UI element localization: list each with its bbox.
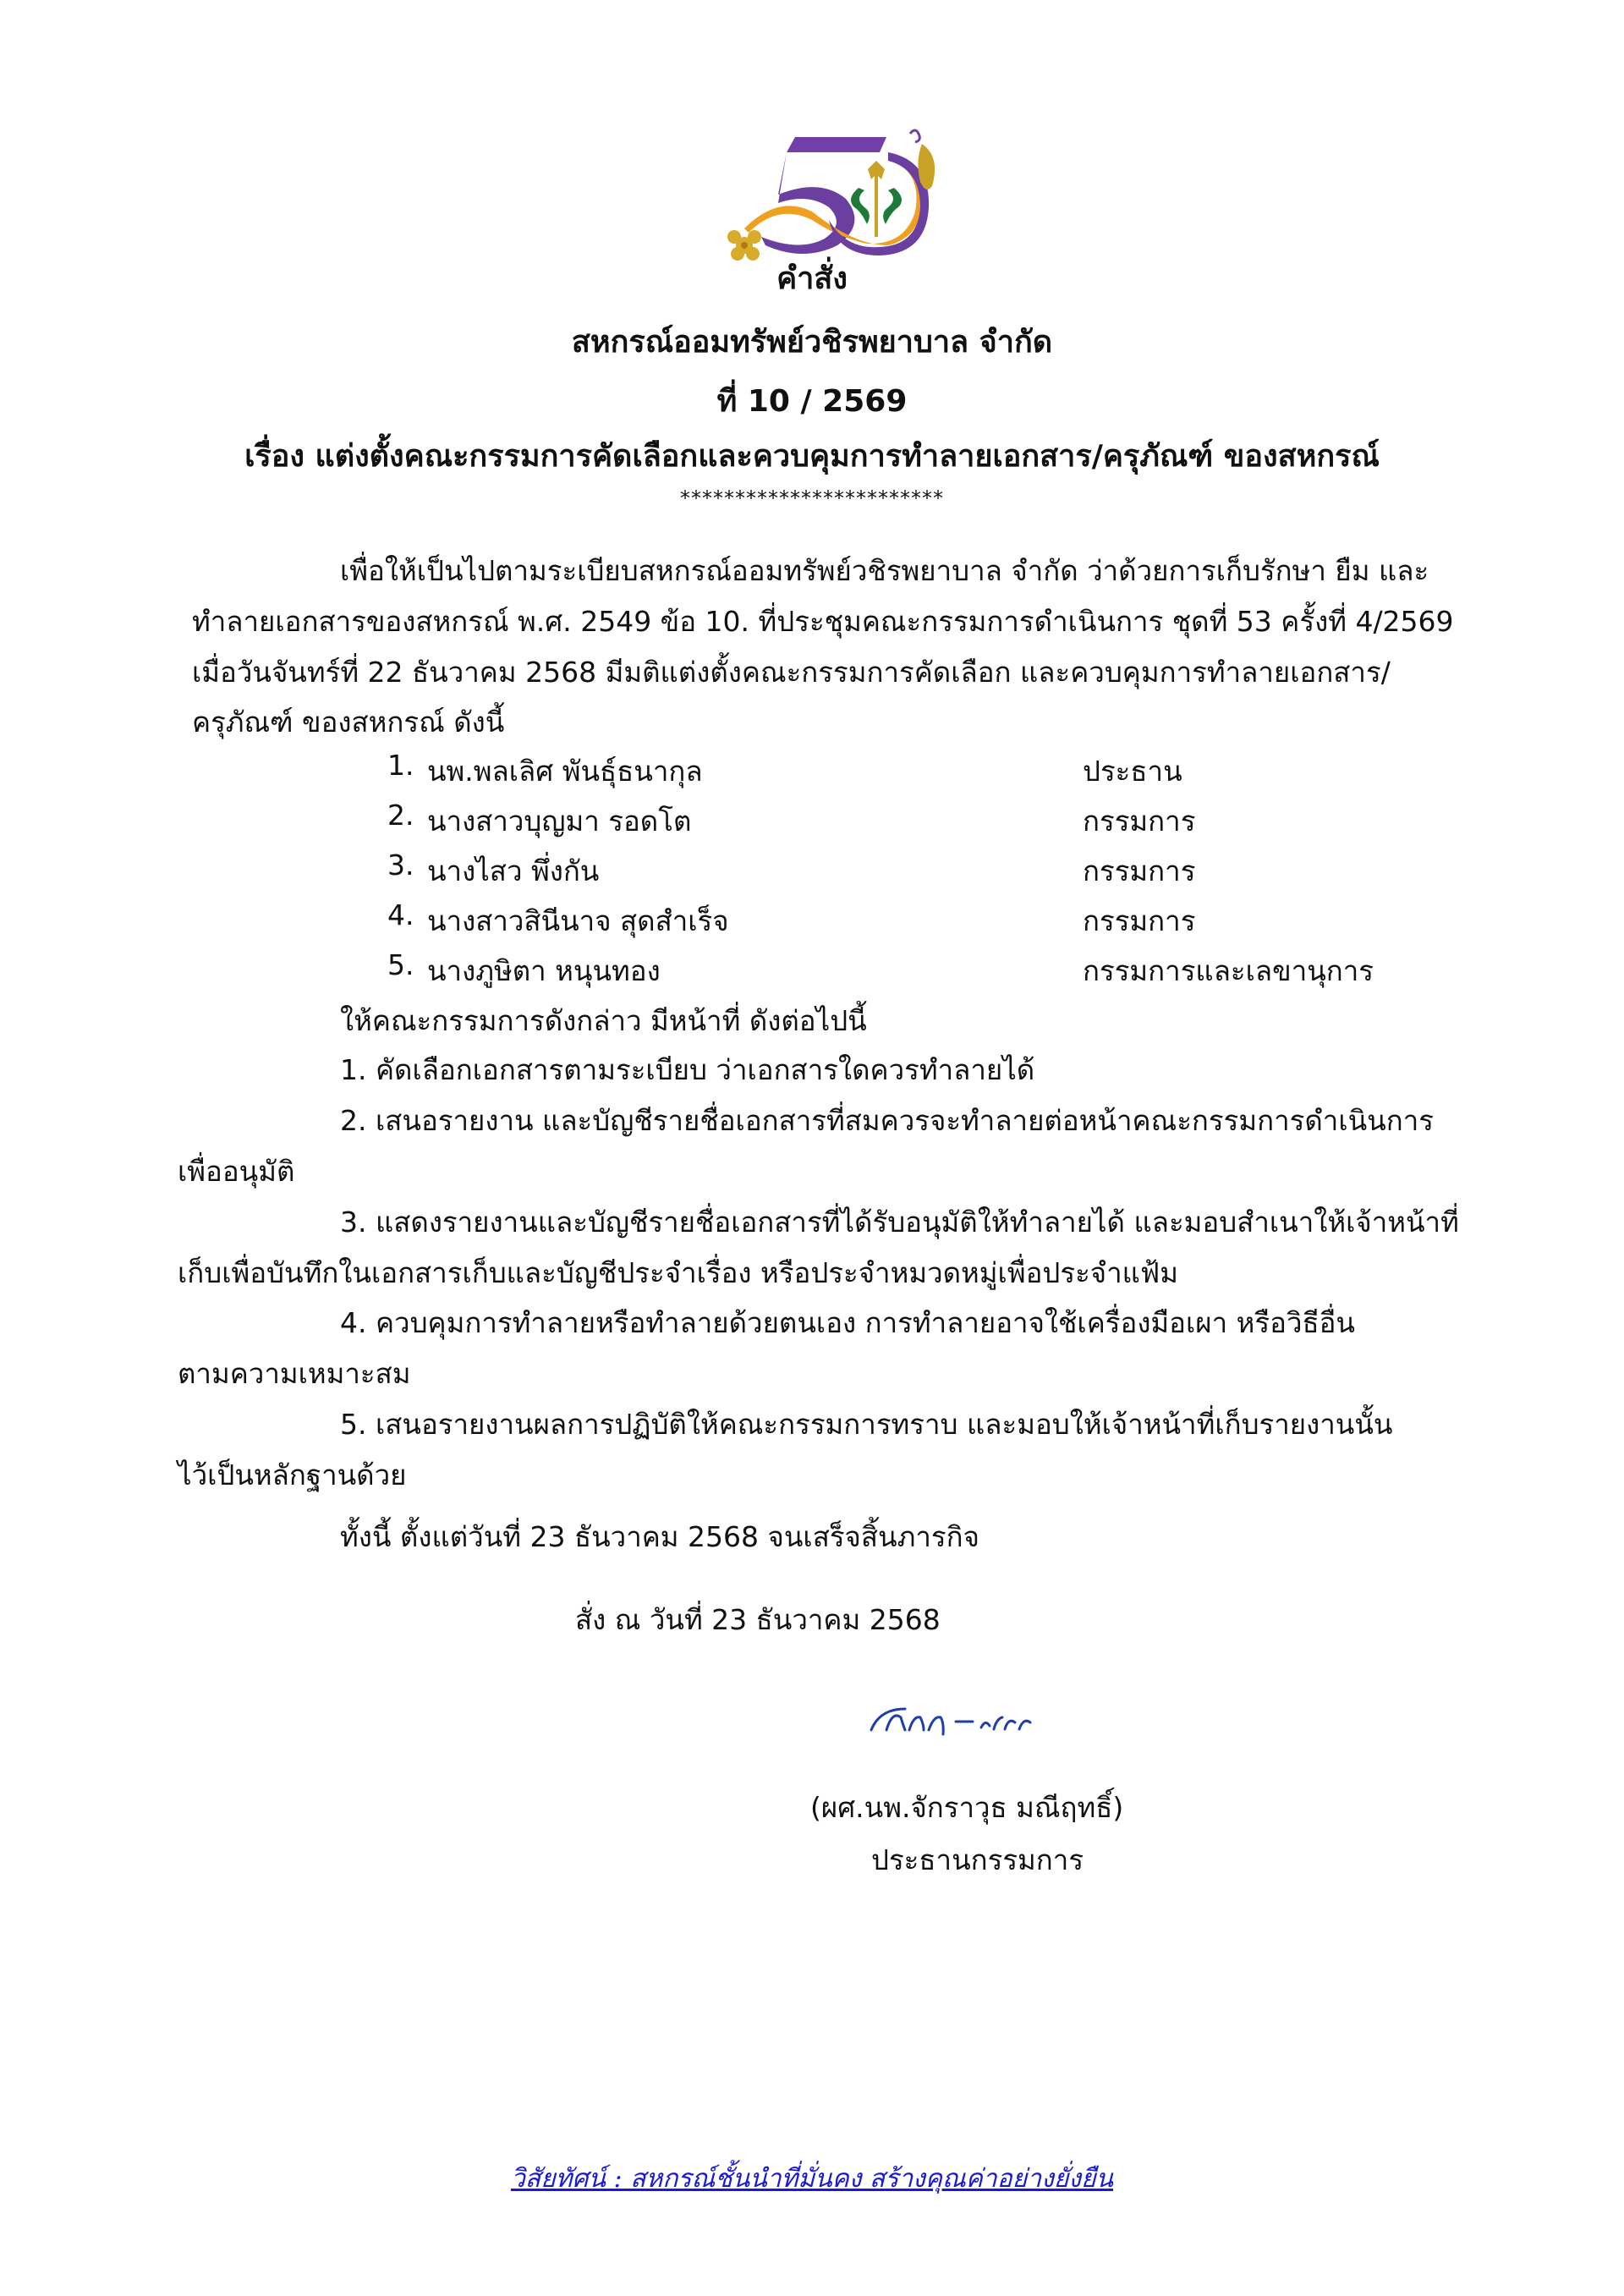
member-name: นางภูษิตา หนุนทอง	[427, 954, 661, 987]
cooperative-50th-anniversary-logo-icon	[719, 118, 939, 266]
member-role: ประธาน	[1083, 755, 1182, 788]
member-role: กรรมการ	[1083, 805, 1196, 838]
duty-4: 4. ควบคุมการทำลายหรือทำลายด้วยตนเอง การทำลายอาจใช้เครื่องมือเผา หรือวิธีอื่น	[340, 1306, 1355, 1339]
member-number: 5.	[387, 948, 414, 981]
duty-5-continuation: ไว้เป็นหลักฐานด้วย	[178, 1458, 407, 1491]
intro-line-3: เมื่อวันจันทร์ที่ 22 ธันวาคม 2568 มีมติแต่งตั้งคณะกรรมการคัดเลือก และควบคุมการทำลายเอกสาร/	[192, 656, 1391, 689]
duty-3: 3. แสดงรายงานและบัญชีรายชื่อเอกสารที่ได้รับอนุมัติให้ทำลายได้ และมอบสำเนาให้เจ้าหน้าที่	[340, 1206, 1459, 1239]
duty-1: 1. คัดเลือกเอกสารตามระเบียบ ว่าเอกสารใดควรทำลายได้	[340, 1053, 1035, 1086]
member-number: 4.	[387, 898, 414, 931]
document-title: คำสั่ง	[776, 261, 848, 296]
duties-intro: ให้คณะกรรมการดังกล่าว มีหน้าที่ ดังต่อไปนี้	[340, 1004, 867, 1037]
member-role: กรรมการ	[1083, 904, 1196, 937]
order-date: สั่ง ณ วันที่ 23 ธันวาคม 2568	[575, 1603, 941, 1636]
member-name: นพ.พลเลิศ พันธุ์ธนากุล	[427, 755, 703, 788]
member-number: 3.	[387, 849, 414, 882]
member-role: กรรมการและเลขานุการ	[1083, 954, 1374, 987]
signatory-name: (ผศ.นพ.จักราวุธ มณีฤทธิ์)	[810, 1791, 1124, 1824]
vision-statement-footer: วิสัยทัศน์ : สหกรณ์ชั้นนำที่มั่นคง สร้างคุณค่าอย่างยั่งยืน	[510, 2164, 1114, 2194]
member-name: นางสาวสินีนาจ สุดสำเร็จ	[427, 904, 729, 937]
member-role: กรรมการ	[1083, 854, 1196, 887]
organization-name: สหกรณ์ออมทรัพย์วชิรพยาบาล จำกัด	[571, 325, 1053, 360]
signatory-position: ประธานกรรมการ	[871, 1843, 1084, 1876]
intro-line-4: ครุภัณฑ์ ของสหกรณ์ ดังนี้	[192, 706, 505, 739]
duty-2-continuation: เพื่ออนุมัติ	[178, 1155, 295, 1188]
intro-line-1: เพื่อให้เป็นไปตามระเบียบสหกรณ์ออมทรัพย์วชิรพยาบาล จำกัด ว่าด้วยการเก็บรักษา ยืม และ	[340, 554, 1429, 587]
effective-date-statement: ทั้งนี้ ตั้งแต่วันที่ 23 ธันวาคม 2568 จนเสร็จสิ้นภารกิจ	[340, 1520, 979, 1553]
member-number: 2.	[387, 799, 414, 832]
handwritten-signature-icon	[863, 1692, 1032, 1743]
duty-5: 5. เสนอรายงานผลการปฏิบัติให้คณะกรรมการทราบ และมอบให้เจ้าหน้าที่เก็บรายงานนั้น	[340, 1408, 1393, 1441]
intro-line-2: ทำลายเอกสารของสหกรณ์ พ.ศ. 2549 ข้อ 10. ที่ประชุมคณะกรรมการดำเนินการ ชุดที่ 53 ครั้งที่ 4/2569	[192, 605, 1454, 638]
member-name: นางสาวบุญมา รอดโต	[427, 805, 692, 838]
duty-3-continuation: เก็บเพื่อบันทึกในเอกสารเก็บและบัญชีประจำเรื่อง หรือประจำหมวดหมู่เพื่อประจำแฟ้ม	[178, 1256, 1179, 1289]
member-name: นางไสว พึ่งกัน	[427, 854, 600, 887]
header-separator: ************************	[680, 486, 944, 510]
order-number: ที่ 10 / 2569	[716, 384, 908, 419]
duty-4-continuation: ตามความเหมาะสม	[178, 1357, 411, 1390]
order-subject: เรื่อง แต่งตั้งคณะกรรมการคัดเลือกและควบคุมการทำลายเอกสาร/ครุภัณฑ์ ของสหกรณ์	[244, 439, 1380, 474]
member-number: 1.	[387, 749, 414, 782]
duty-2: 2. เสนอรายงาน และบัญชีรายชื่อเอกสารที่สมควรจะทำลายต่อหน้าคณะกรรมการดำเนินการ	[340, 1104, 1434, 1137]
